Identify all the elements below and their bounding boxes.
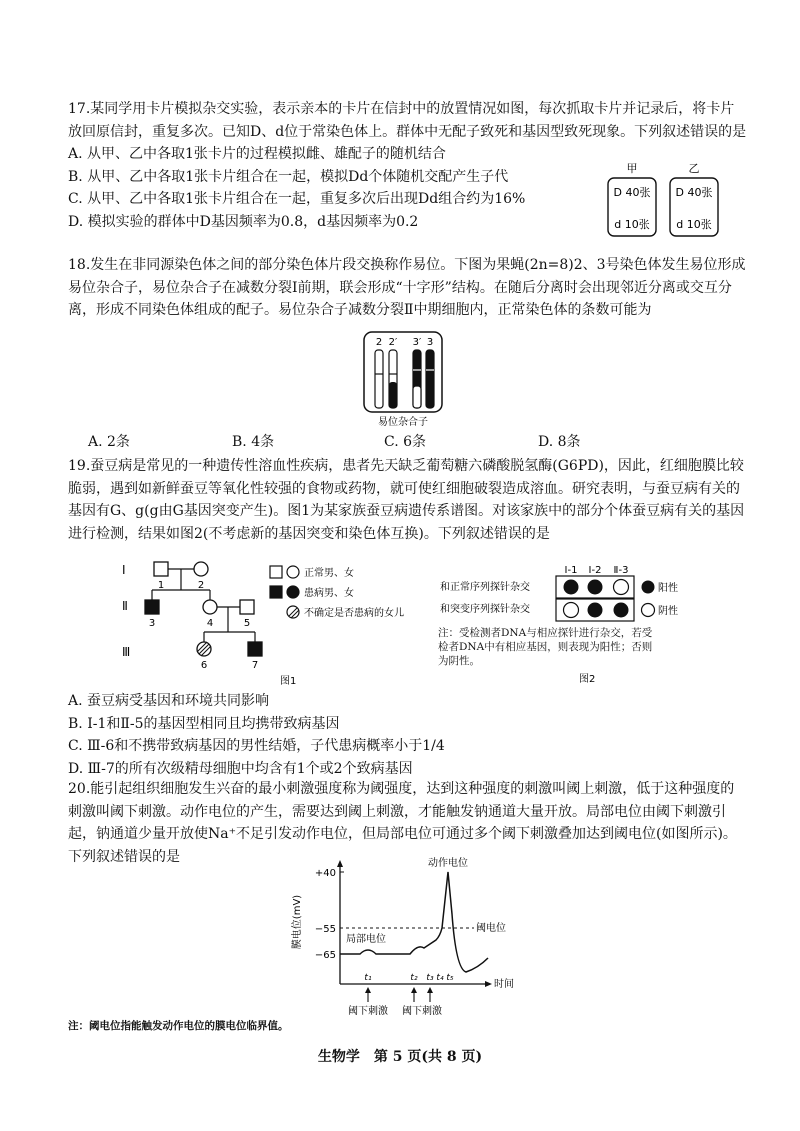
envelope-jia-label: 甲 [626,162,638,175]
yi-card-D: D 40张 [675,186,713,199]
legend-affected-female [287,586,299,598]
individual-I-1 [154,562,168,576]
chromosome-2 [375,350,383,408]
chrom-label-3: 3 [426,337,434,348]
chromosome-3-prime [413,350,421,408]
potential-curve [340,872,488,972]
probe-header-I-2: Ⅰ-2 [588,565,602,576]
y-tick-plus40: +40 [314,868,336,879]
individual-III-6 [197,642,211,656]
legend-uncertain-text: 不确定是否患病的女儿 [304,608,404,619]
probe-row-normal: 和正常序列探针杂交 [440,582,530,593]
individual-II-3 [145,600,159,614]
probe-II-3-normal-negative [614,580,629,595]
stimulus-arrow-2 [411,987,433,1002]
probe-I-1-mutant-negative [564,603,579,618]
stimulus-label-2: 阈下刺激 [402,1006,442,1017]
y-tick-minus55: −55 [314,924,336,935]
y-axis-label: 膜电位(mV) [292,894,303,950]
q17-envelopes-figure [598,160,728,240]
individual-III-7 [248,642,262,656]
q19-option-d: D. Ⅲ-7的所有次级精母细胞中均含有1个或2个致病基因 [68,760,413,777]
legend-negative-text: 阴性 [658,606,678,617]
q19-stem: 19.蚕豆病是常见的一种遗传性溶血性疾病，患者先天缺乏葡萄糖六磷酸脱氢酶(G6PD)，因此，红细胞膜比较脆弱，遇到如新鲜蚕豆等氧化性较强的食物或药物，就可使红细胞破裂造成溶血。研究表明，与蚕豆病有关的基因有G、g(g由G基因突变产生)。图1为某家族蚕豆病遗传系谱图。对该家族中的部分个体蚕豆病有关的基因进行检测，结果如图2(不考虑新的基因突变和染色体互换)。下列叙述错误的是 [68,458,745,542]
id-label-2: 2 [197,580,205,591]
probe-I-2-mutant-positive [588,603,603,618]
id-label-6: 6 [200,660,208,671]
generation-II-label: Ⅱ [122,599,128,613]
probe-note: 注：受检测者DNA与相应探针进行杂交，若受检者DNA中有相应基因，则表现为阳性；否则为阴性。 [438,627,653,667]
legend-normal-text: 正常男、女 [304,568,354,579]
stimulus-label-1: 阈下刺激 [348,1006,388,1017]
legend-negative-dot [642,604,655,617]
q19-pedigree-figure [112,560,442,690]
legend-affected-male [270,586,282,598]
q19-option-c: C. Ⅲ-6和不携带致病基因的男性结婚，子代患病概率小于1/4 [68,738,445,754]
q18-translocation-figure [358,328,450,430]
page-footer: 生物学 第 5 页(共 8 页) [317,1049,483,1065]
chrom-label-3p: 3′ [412,337,422,348]
id-label-1: 1 [157,580,165,591]
legend-positive-dot [642,581,655,594]
q17-option-d: D. 模拟实验的群体中D基因频率为0.8，d基因频率为0.2 [68,213,419,230]
figure-1-caption: 图1 [280,676,297,687]
x-axis-label: 时间 [494,979,514,990]
probe-header-II-3: Ⅱ-3 [613,565,629,576]
x-tick-t4: t₄ [436,973,444,983]
chromosome-2-prime [389,350,397,408]
chrom-label-2: 2 [375,337,383,348]
translocation-caption: 易位杂合子 [378,417,428,428]
q17-stem: 17.某同学用卡片模拟杂交实验，表示亲本的卡片在信封中的放置情况如图，每次抓取卡片并记录后，将卡片放回原信封，重复多次。已知D、d位于常染色体上。群体中无配子致死和基因型致死现象。下列叙述错误的是 [68,101,747,140]
x-tick-t5: t₅ [446,973,454,983]
chromosome-3 [426,350,434,408]
id-label-4: 4 [206,618,214,629]
q17-option-c: C. 从甲、乙中各取1张卡片组合在一起，重复多次后出现Dd组合约为16% [68,191,526,207]
id-label-5: 5 [243,618,251,629]
chrom-label-2p: 2′ [388,337,398,348]
q18-option-b: B. 4条 [232,434,275,450]
generation-III-label: Ⅲ [122,645,131,659]
q20-stem: 20.能引起组织细胞发生兴奋的最小刺激强度称为阈强度，达到这种强度的刺激叫阈上刺激，低于这种强度的刺激叫阈下刺激。动作电位的产生，需要达到阈上刺激，才能触发钠通道大量开放。局部电位由阈下刺激引起，钠通道少量开放使Na⁺不足引发动作电位，但局部电位可通过多个阈下刺激叠加达到阈电位(如图所示)。下列叙述错误的是 [68,781,737,865]
legend-normal-female [287,566,299,578]
question-18 [68,254,748,322]
legend-positive-text: 阳性 [658,583,678,594]
q20-note: 注：阈电位指能触发动作电位的膜电位临界值。 [68,1020,289,1032]
q17-option-a: A. 从甲、乙中各取1张卡片的过程模拟雌、雄配子的随机结合 [68,146,446,162]
yi-card-d: d 10张 [676,218,712,231]
q18-option-c: C. 6条 [384,434,427,450]
legend-normal-male [270,566,282,578]
legend-uncertain-female [287,606,299,618]
legend-affected-text: 患病男、女 [304,588,354,599]
x-tick-t1: t₁ [364,973,372,983]
probe-header-I-1: Ⅰ-1 [564,565,578,576]
question-19 [68,455,748,545]
probe-II-3-mutant-positive [614,603,629,618]
jia-card-D: D 40张 [613,186,651,199]
q18-option-d: D. 8条 [538,434,581,450]
id-label-3: 3 [148,618,156,629]
stimulus-arrow-1 [365,987,371,1002]
q18-option-a: A. 2条 [88,434,130,450]
jia-card-d: d 10张 [614,218,650,231]
q19-options [68,690,748,780]
q20-potential-graph [288,854,518,1018]
local-potential-label: 局部电位 [346,934,386,945]
threshold-label: 阈电位 [476,923,506,934]
individual-II-5 [240,600,254,614]
x-tick-t3: t₃ [426,973,434,983]
y-tick-minus65: −65 [314,950,336,961]
q17-option-b: B. 从甲、乙中各取1张卡片组合在一起，模拟Dd个体随机交配产生子代 [68,168,509,185]
probe-row-mutant: 和突变序列探针杂交 [440,604,530,615]
action-potential-label: 动作电位 [428,858,468,869]
id-label-7: 7 [251,660,259,671]
figure-2-caption: 图2 [579,674,596,685]
envelope-yi-label: 乙 [688,162,700,175]
x-tick-t2: t₂ [410,973,418,983]
q19-option-a: A. 蚕豆病受基因和环境共同影响 [68,693,270,709]
probe-I-1-normal-positive [564,580,579,595]
q19-option-b: B. Ⅰ-1和Ⅱ-5的基因型相同且均携带致病基因 [68,715,340,732]
individual-I-2 [194,562,208,576]
q18-stem: 18.发生在非同源染色体之间的部分染色体片段交换称作易位。下图为果蝇(2n=8)2、3号染色体发生易位形成易位杂合子，易位杂合子在减数分裂Ⅰ前期，联会形成“十字形”结构。在随后分离时会出现邻近分离或交互分离，形成不同染色体组成的配子。易位杂合子减数分裂Ⅱ中期细胞内，正常染色体的条数可能为 [68,257,746,318]
generation-I-label: Ⅰ [122,563,126,577]
individual-II-4 [203,600,217,614]
probe-I-2-normal-positive [588,580,603,595]
